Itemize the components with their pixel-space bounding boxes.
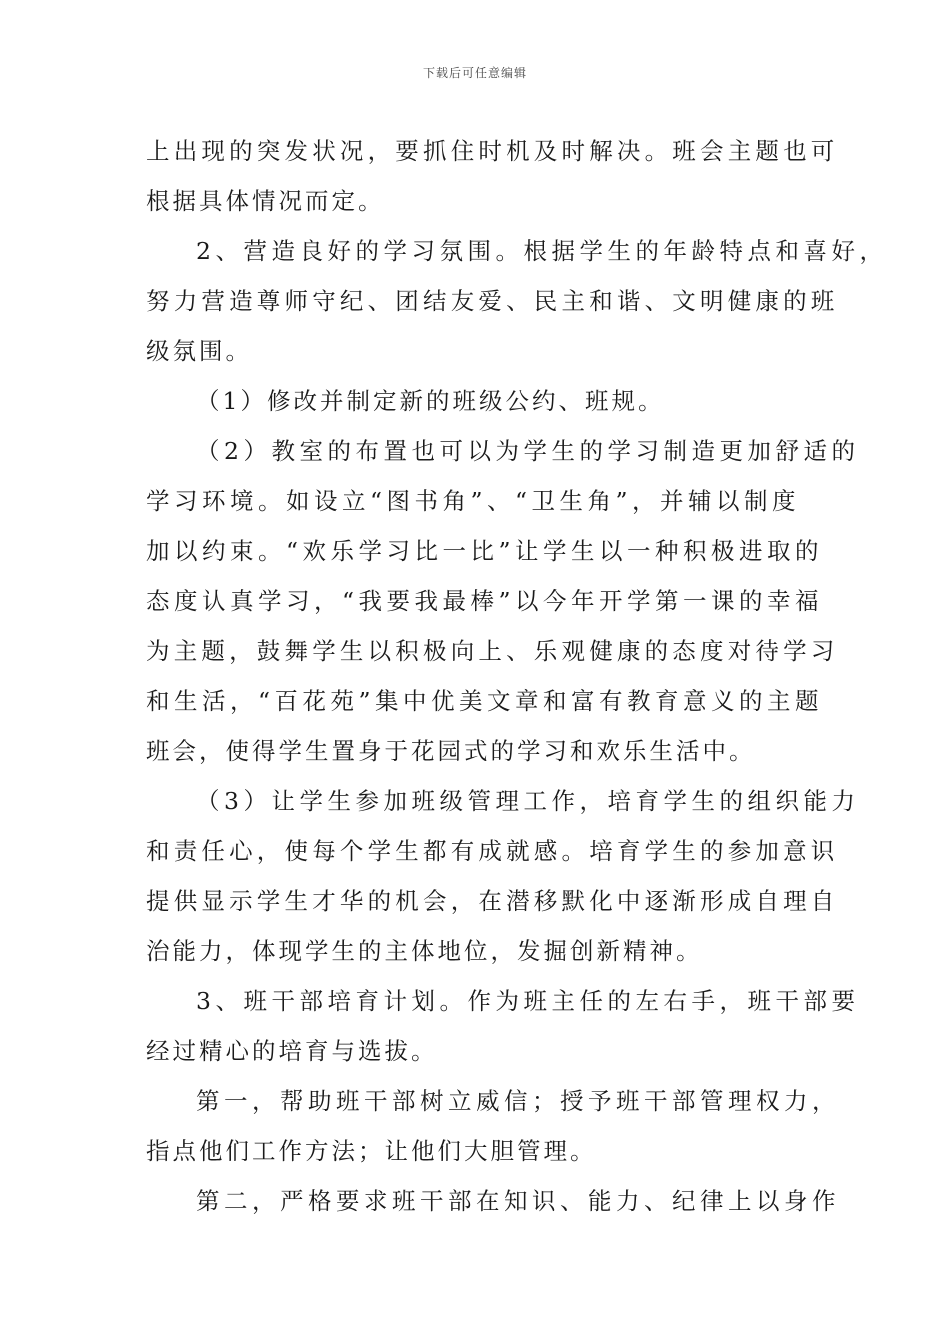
text-line: 和生活，“百花苑”集中优美文章和富有教育意义的主题 — [146, 687, 824, 715]
text-line: 根据具体情况而定。 — [146, 187, 385, 215]
page-header: 下载后可任意编辑 — [422, 66, 527, 80]
text-line: 第二，严格要求班干部在知识、能力、纪律上以身作 — [196, 1187, 840, 1215]
text-line: （3）让学生参加班级管理工作，培育学生的组织能力 — [196, 787, 860, 815]
text-line: 指点他们工作方法；让他们大胆管理。 — [146, 1137, 597, 1165]
text-line: 提供显示学生才华的机会，在潜移默化中逐渐形成自理自 — [146, 887, 839, 915]
text-line: 努力营造尊师守纪、团结友爱、民主和谐、文明健康的班 — [146, 287, 839, 315]
text-line: （2）教室的布置也可以为学生的学习制造更加舒适的 — [196, 437, 860, 465]
text-line: 和责任心，使每个学生都有成就感。培育学生的参加意识 — [146, 837, 839, 865]
text-line: 2、营造良好的学习氛围。根据学生的年龄特点和喜好， — [196, 237, 888, 265]
document-body — [146, 126, 888, 1226]
text-line: 治能力，体现学生的主体地位，发掘创新精神。 — [146, 937, 703, 965]
text-line: 加以约束。“欢乐学习比一比”让学生以一种积极进取的 — [146, 537, 824, 565]
text-line: 学习环境。如设立“图书角”、“卫生角”，并辅以制度 — [146, 487, 801, 515]
text-line: 上出现的突发状况，要抓住时机及时解决。班会主题也可 — [146, 137, 839, 165]
text-line: 班会，使得学生置身于花园式的学习和欢乐生活中。 — [146, 737, 756, 765]
text-line: 第一，帮助班干部树立威信；授予班干部管理权力， — [196, 1087, 840, 1115]
text-line: 经过精心的培育与选拔。 — [146, 1037, 438, 1065]
text-line: （1）修改并制定新的班级公约、班规。 — [196, 387, 665, 415]
text-line: 态度认真学习，“我要我最棒”以今年开学第一课的幸福 — [146, 587, 824, 615]
text-line: 3、班干部培育计划。作为班主任的左右手，班干部要 — [196, 987, 860, 1015]
text-line: 级氛围。 — [146, 337, 252, 365]
text-line: 为主题，鼓舞学生以积极向上、乐观健康的态度对待学习 — [146, 637, 839, 665]
